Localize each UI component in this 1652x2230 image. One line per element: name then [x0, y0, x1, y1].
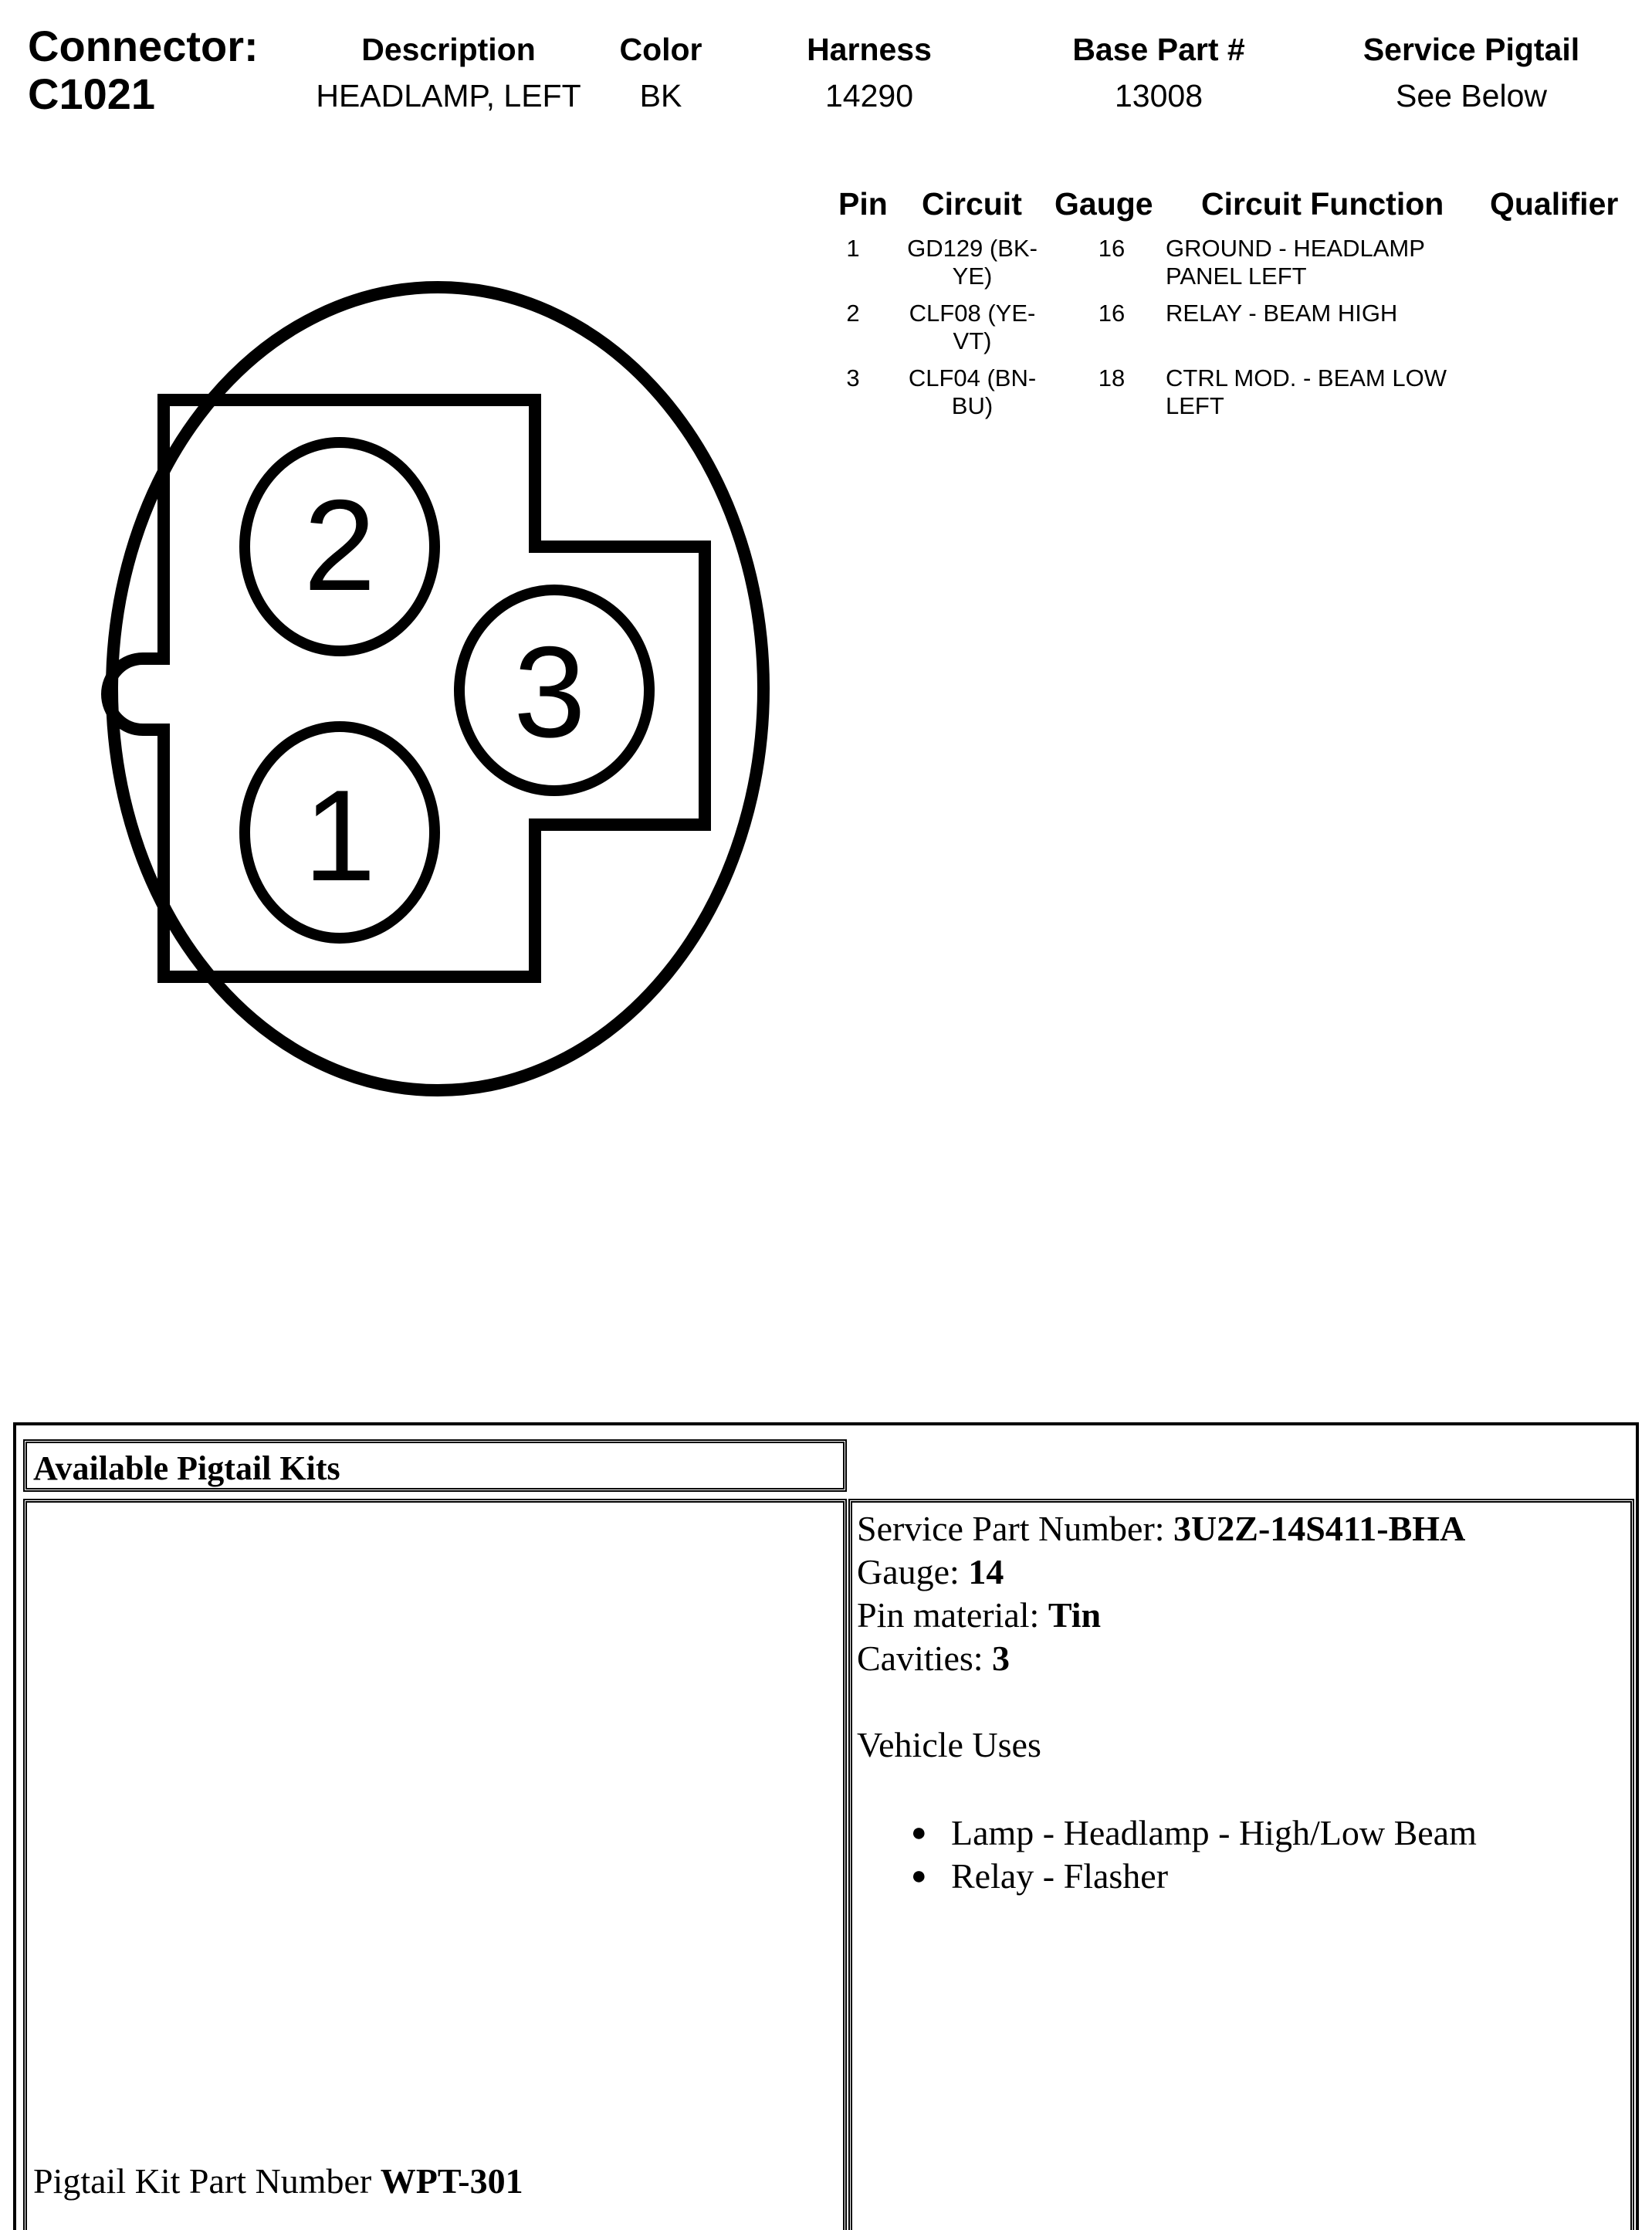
circuit-line-2: VT) [953, 327, 992, 354]
function-line-2: PANEL LEFT [1166, 263, 1307, 290]
color-heading: Color [619, 32, 702, 67]
circuit-cell [897, 235, 1048, 290]
circuit-line-2: YE) [952, 263, 993, 290]
pin-number: 1 [846, 235, 860, 262]
pin-number: 2 [846, 300, 860, 327]
gauge-label: Gauge: [857, 1552, 969, 1591]
base-part-column [1031, 31, 1286, 114]
gauge-line [857, 1550, 1477, 1594]
harness-value: 14290 [824, 78, 913, 114]
function-line-1: RELAY - BEAM HIGH [1166, 300, 1398, 327]
qualifier-heading: Qualifier [1490, 186, 1619, 222]
connector-face-diagram [77, 278, 787, 1112]
kit-part-number: WPT-301 [380, 2161, 523, 2201]
gauge-cell: 18 [1098, 364, 1126, 391]
connector-label: Connector: [28, 22, 259, 70]
connector-body [107, 400, 705, 977]
pin-number: 3 [846, 364, 860, 391]
pin-heading: Pin [838, 186, 888, 222]
vehicle-uses-list [911, 1811, 1477, 1898]
circuit-line-1: GD129 (BK- [907, 235, 1038, 262]
description-value: HEADLAMP, LEFT [316, 78, 581, 114]
base-part-heading: Base Part # [1072, 32, 1245, 67]
circuit-line-1: CLF08 (YE- [909, 300, 1036, 327]
service-pigtail-column [1325, 31, 1618, 114]
gauge-cell: 16 [1098, 300, 1126, 327]
pigtail-kits-table [13, 1422, 1639, 2230]
gauge-heading: Gauge [1055, 186, 1153, 222]
cavities-label: Cavities: [857, 1639, 993, 1678]
base-part-value: 13008 [1114, 78, 1203, 114]
service-part-label: Service Part Number: [857, 1509, 1174, 1548]
harness-heading: Harness [807, 32, 932, 67]
pin-material-line [857, 1594, 1477, 1637]
cavity-3-label: 3 [513, 619, 586, 764]
pigtail-kit-cell [23, 1499, 847, 2230]
vehicle-use-text: Relay - Flasher [951, 1856, 1169, 1896]
list-item [911, 1811, 1477, 1855]
pigtail-kit-part [33, 2161, 523, 2202]
service-part-cell [848, 1499, 1634, 2230]
function-line-1: GROUND - HEADLAMP [1166, 235, 1425, 262]
circuit-cell [897, 364, 1048, 420]
connector-outline [112, 287, 763, 1090]
pigtail-kits-title: Available Pigtail Kits [33, 1449, 340, 1487]
circuit-line-2: BU) [951, 392, 994, 419]
gauge-value: 14 [968, 1552, 1004, 1591]
vehicle-use-text: Lamp - Headlamp - High/Low Beam [951, 1813, 1477, 1852]
cavity-2-label: 2 [303, 473, 376, 618]
circuit-cell [897, 300, 1048, 355]
service-pigtail-heading: Service Pigtail [1363, 32, 1580, 67]
kit-part-label: Pigtail Kit Part Number [33, 2161, 381, 2201]
function-line-2: LEFT [1166, 392, 1224, 419]
connector-id: C1021 [28, 69, 156, 118]
function-cell [1166, 300, 1490, 327]
service-pigtail-value: See Below [1395, 78, 1547, 114]
bullet-icon: ● [911, 1862, 927, 1890]
color-value: BK [639, 78, 682, 114]
circuit-heading: Circuit [922, 186, 1022, 222]
harness-column [746, 31, 993, 114]
list-item [911, 1855, 1477, 1898]
description-heading: Description [361, 32, 536, 67]
function-cell [1166, 364, 1490, 420]
color-column [568, 31, 753, 114]
service-part-number: 3U2Z-14S411-BHA [1173, 1509, 1466, 1548]
function-line-1: CTRL MOD. - BEAM LOW [1166, 364, 1447, 391]
circuit-line-1: CLF04 (BN- [908, 364, 1037, 391]
cavities-line [857, 1637, 1477, 1680]
gauge-cell: 16 [1098, 235, 1126, 262]
cavities-value: 3 [992, 1639, 1010, 1678]
circuit-function-heading: Circuit Function [1201, 186, 1444, 222]
cavity-1-label: 1 [303, 763, 376, 908]
pin-material-label: Pin material: [857, 1595, 1048, 1635]
pin-material-value: Tin [1048, 1595, 1102, 1635]
bullet-icon: ● [911, 1818, 927, 1847]
function-cell [1166, 235, 1490, 290]
vehicle-uses-heading: Vehicle Uses [857, 1725, 1041, 1764]
service-part-line [857, 1507, 1477, 1550]
connector-header [28, 23, 1649, 124]
pigtail-kits-title-cell [23, 1439, 847, 1492]
service-part-details [857, 1507, 1477, 1898]
